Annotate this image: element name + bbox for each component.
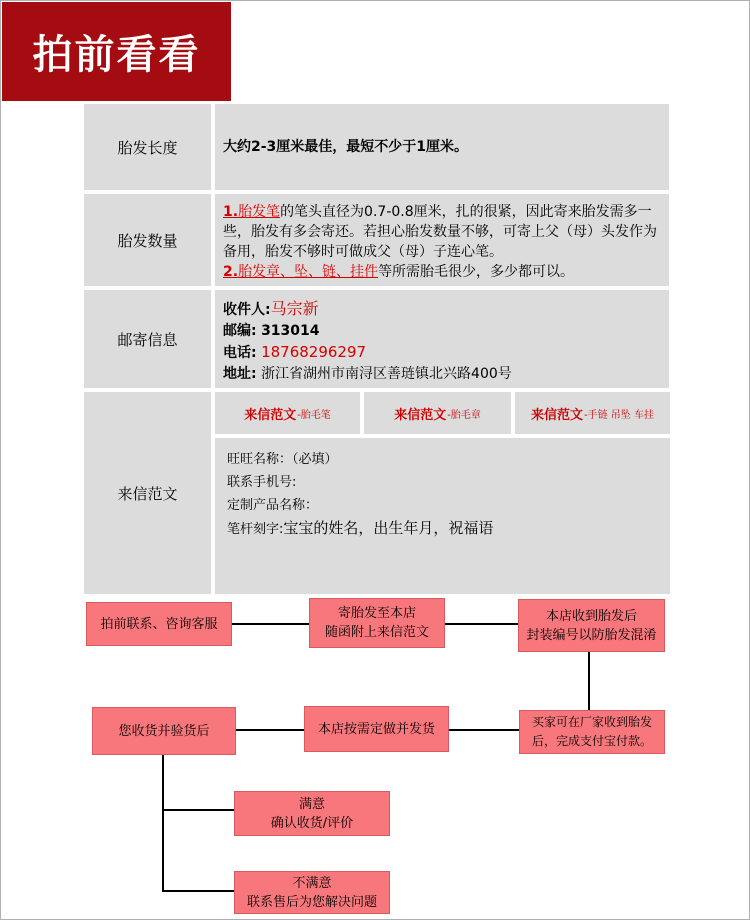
flow-step-send-hair: [309, 598, 445, 648]
flow-ok-line1: 满意: [298, 796, 325, 812]
engrave-label: 笔杆刻字:: [227, 522, 284, 537]
flow-unsatisfied: [234, 871, 390, 914]
tab2-sub: -胎毛章: [447, 409, 481, 421]
length-label: 胎发长度: [84, 104, 211, 190]
length-text: [215, 104, 669, 190]
tab1-main: 来信范文: [244, 407, 297, 423]
flow-satisfied: [234, 791, 390, 836]
connector-2-3: [445, 623, 518, 625]
letter-tab-chain[interactable]: [515, 392, 670, 434]
connector-branch-no: [162, 890, 234, 892]
quantity-label: 胎发数量: [84, 194, 211, 286]
phone-value: 18768296297: [261, 343, 367, 361]
page-title: 拍前看看: [2, 2, 231, 101]
flow-step2-line2: 随函附上来信范文: [324, 625, 429, 640]
letter-line-wangwang: 旺旺名称：（必填）: [227, 452, 338, 467]
tab3-main: 来信范文: [531, 407, 584, 423]
tab2-main: 来信范文: [394, 407, 447, 423]
address-row: [223, 364, 661, 385]
connector-5-6: [236, 729, 304, 731]
quantity-p1-text: 的笔头直径为0.7-0.8厘米，扎的很紧，因此寄来胎发需多一些，胎发有多会寄还。若担心胎发数量不够，可寄上父（母）头发作为备用，胎发不够时可做成父（母）子连心笔。: [223, 204, 657, 260]
letter-tab-pen[interactable]: [215, 392, 360, 434]
connector-6-branch: [162, 755, 164, 892]
flow-step3-line2: 封装编号以防胎发混淆: [526, 627, 657, 643]
length-value: 大约2-3厘米最佳，最短不少于1厘米。: [223, 138, 469, 155]
flow-step2-line1: 寄胎发至本店: [337, 606, 416, 621]
letter-line-product: 定制产品名称：: [227, 498, 319, 513]
flow-no-line1: 不满意: [292, 875, 332, 891]
address-label: 地址:: [223, 366, 257, 382]
flow-step4-line1: 买家可在厂家收到胎发: [531, 715, 652, 729]
recipient-row: [223, 298, 661, 321]
recipient-label: 收件人:: [223, 302, 271, 318]
flow-step3-line1: 本店收到胎发后: [545, 608, 637, 624]
quantity-p1-link[interactable]: 胎发笔: [238, 204, 281, 220]
tab3-sub: -手链 吊坠 车挂: [584, 409, 654, 421]
quantity-text: [215, 194, 669, 286]
flow-step-payment: [519, 710, 665, 754]
flow-step6-text: 您收货并验货后: [118, 723, 210, 739]
flow-step-receive: [518, 599, 665, 652]
flow-ok-line2: 确认收货/评价: [270, 815, 354, 831]
mail-info: [215, 290, 669, 388]
letter-tab-seal[interactable]: [364, 392, 511, 434]
flow-step5-text: 本店按需定做并发货: [317, 721, 435, 737]
connector-3-4: [588, 652, 590, 710]
recipient-value: 马宗新: [270, 299, 319, 318]
zip-value: 313014: [261, 323, 320, 339]
letter-line-engrave: [227, 517, 658, 541]
flow-step-make-ship: [304, 706, 449, 752]
letter-label: 来信范文: [84, 392, 211, 594]
connector-4-5: [449, 729, 519, 731]
quantity-p1-num: 1.: [223, 204, 239, 220]
address-value: 浙江省湖州市南浔区善琏镇北兴路400号: [261, 366, 512, 382]
phone-row: [223, 342, 661, 364]
flow-no-line2: 联系售后为您解决问题: [246, 894, 377, 910]
zip-row: [223, 321, 661, 342]
flow-step-inspect: [92, 707, 236, 755]
quantity-p2-num: 2.: [223, 264, 239, 280]
letter-line-phone: 联系手机号:: [227, 475, 297, 490]
engrave-text: 宝宝的姓名，出生年月，祝福语: [283, 519, 494, 537]
quantity-p2-link[interactable]: 胎发章、坠、链、挂件: [238, 264, 379, 280]
phone-label: 电话:: [223, 345, 257, 361]
zip-label: 邮编:: [223, 323, 257, 339]
mail-label: 邮寄信息: [84, 290, 211, 388]
flow-step4-line2: 后，完成支付宝付款。: [531, 734, 652, 748]
tab1-sub: -胎毛笔: [297, 409, 331, 421]
letter-body: [215, 438, 670, 594]
flow-step1-text: 拍前联系、咨询客服: [100, 616, 218, 632]
connector-branch-ok: [162, 809, 234, 811]
quantity-p2-text: 等所需胎毛很少，多少都可以。: [378, 264, 575, 280]
connector-1-2: [232, 623, 309, 625]
flow-step-consult: [86, 602, 232, 646]
